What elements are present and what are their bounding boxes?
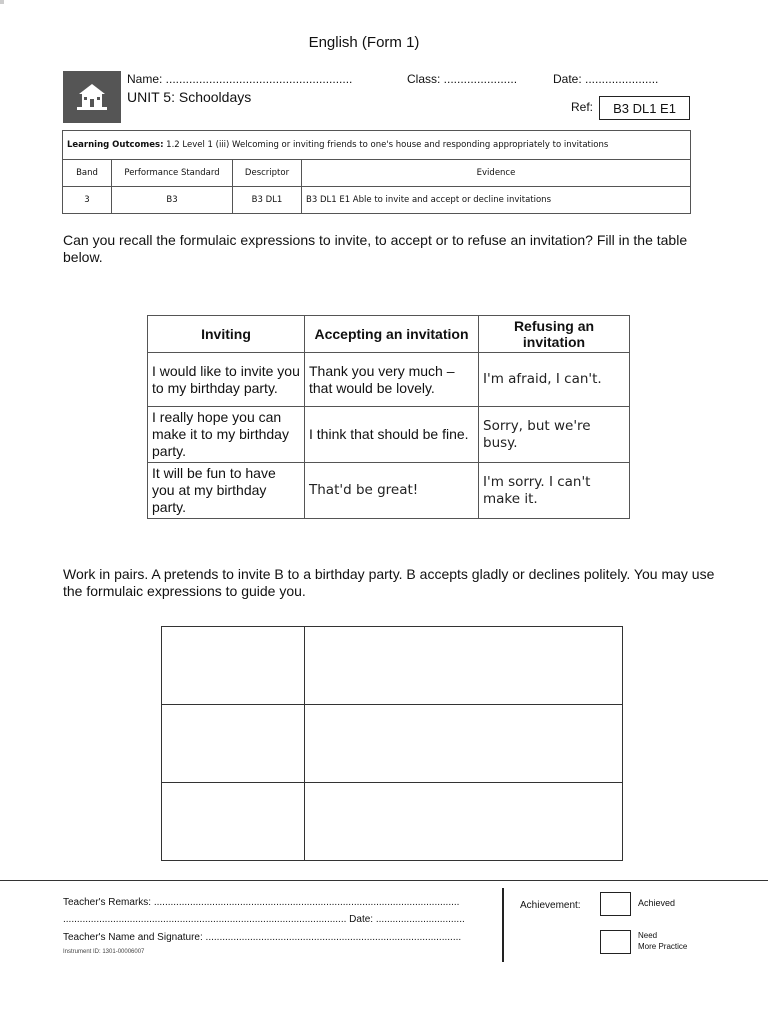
learning-outcomes-table — [62, 130, 691, 214]
need-more-practice-checkbox[interactable] — [600, 930, 631, 954]
learning-outcomes-label: Learning Outcomes: — [67, 140, 164, 150]
ref-value-box: B3 DL1 E1 — [599, 96, 690, 120]
cell-refusing[interactable]: I'm afraid, I can't. — [479, 353, 630, 407]
achieved-checkbox[interactable] — [600, 892, 631, 916]
cell-inviting: It will be fun to have you at my birthday party. — [148, 463, 305, 519]
need-label: Need — [638, 931, 658, 940]
achieved-label: Achieved — [638, 898, 676, 908]
header-accepting: Accepting an invitation — [305, 316, 479, 353]
cell-band: 3 — [63, 187, 112, 214]
school-icon — [63, 71, 121, 123]
table-row — [148, 463, 630, 519]
cell-accepting: Thank you very much – that would be lovely. — [305, 353, 479, 407]
col-evidence: Evidence — [302, 160, 691, 187]
header-inviting: Inviting — [148, 316, 305, 353]
speaker-cell[interactable] — [162, 627, 305, 705]
table-row — [162, 783, 623, 861]
col-descriptor: Descriptor — [233, 160, 302, 187]
corner-mark — [0, 0, 4, 4]
cell-accepting: I think that should be fine. — [305, 407, 479, 463]
header-refusing: Refusing an invitation — [479, 316, 630, 353]
signature-label: Teacher's Name and Signature: — [63, 932, 203, 943]
footer-date-dots: ................................ — [375, 914, 465, 925]
cell-accepting[interactable]: That'd be great! — [305, 463, 479, 519]
instrument-id: Instrument ID: 1301-00006007 — [63, 949, 145, 955]
cell-refusing[interactable]: I'm sorry. I can't make it. — [479, 463, 630, 519]
signature-dots: ............................................................................................ — [205, 932, 462, 943]
class-field[interactable]: Class: ...................... — [407, 72, 518, 86]
ref-label: Ref: — [571, 100, 594, 114]
teachers-remarks[interactable] — [63, 897, 459, 908]
cell-refusing[interactable]: Sorry, but we're busy. — [479, 407, 630, 463]
cell-inviting: I really hope you can make it to my birthday party. — [148, 407, 305, 463]
footer-vertical-divider — [502, 888, 504, 962]
col-performance-standard: Performance Standard — [112, 160, 233, 187]
more-practice-label: More Practice — [638, 942, 688, 951]
unit-title: UNIT 5: Schooldays — [127, 89, 252, 105]
remarks-label: Teacher's Remarks: — [63, 897, 152, 908]
dialogue-cell[interactable] — [305, 783, 623, 861]
question-1: Can you recall the formulaic expressions to invite, to accept or to refuse an invitation? Fill in the table below. — [63, 232, 688, 265]
dialogue-cell[interactable] — [305, 627, 623, 705]
teacher-signature[interactable] — [63, 932, 461, 943]
learning-outcomes-row — [63, 131, 691, 160]
cell-performance-standard: B3 — [112, 187, 233, 214]
footer-date-label: Date: — [349, 914, 374, 925]
table-row — [148, 353, 630, 407]
cell-descriptor: B3 DL1 — [233, 187, 302, 214]
remarks-line-2[interactable] — [63, 914, 465, 925]
remarks-dots: .............................................................................................................. — [153, 897, 460, 908]
learning-outcomes-text: 1.2 Level 1 (iii) Welcoming or inviting friends to one's house and responding appropriately to invitations — [163, 140, 609, 150]
achievement-label: Achievement: — [520, 900, 581, 911]
table-row — [148, 407, 630, 463]
table-row — [162, 705, 623, 783]
expressions-table — [147, 315, 630, 519]
dialogue-cell[interactable] — [305, 705, 623, 783]
name-field[interactable]: Name: ........................................................ — [127, 72, 353, 86]
cell-evidence: B3 DL1 E1 Able to invite and accept or decline invitations — [302, 187, 691, 214]
speaker-cell[interactable] — [162, 705, 305, 783]
date-field[interactable]: Date: ...................... — [553, 72, 659, 86]
col-band: Band — [63, 160, 112, 187]
footer-divider — [0, 880, 768, 881]
question-2: Work in pairs. A pretends to invite B to a birthday party. B accepts gladly or declines politely. You may use the formulaic expressions to guide you. — [63, 566, 715, 599]
remarks-dots: ...................................................................................................... — [63, 914, 347, 925]
speaker-cell[interactable] — [162, 783, 305, 861]
cell-inviting: I would like to invite you to my birthday party. — [148, 353, 305, 407]
page-title: English (Form 1) — [308, 34, 420, 51]
table-row — [162, 627, 623, 705]
dialogue-table — [161, 626, 623, 861]
